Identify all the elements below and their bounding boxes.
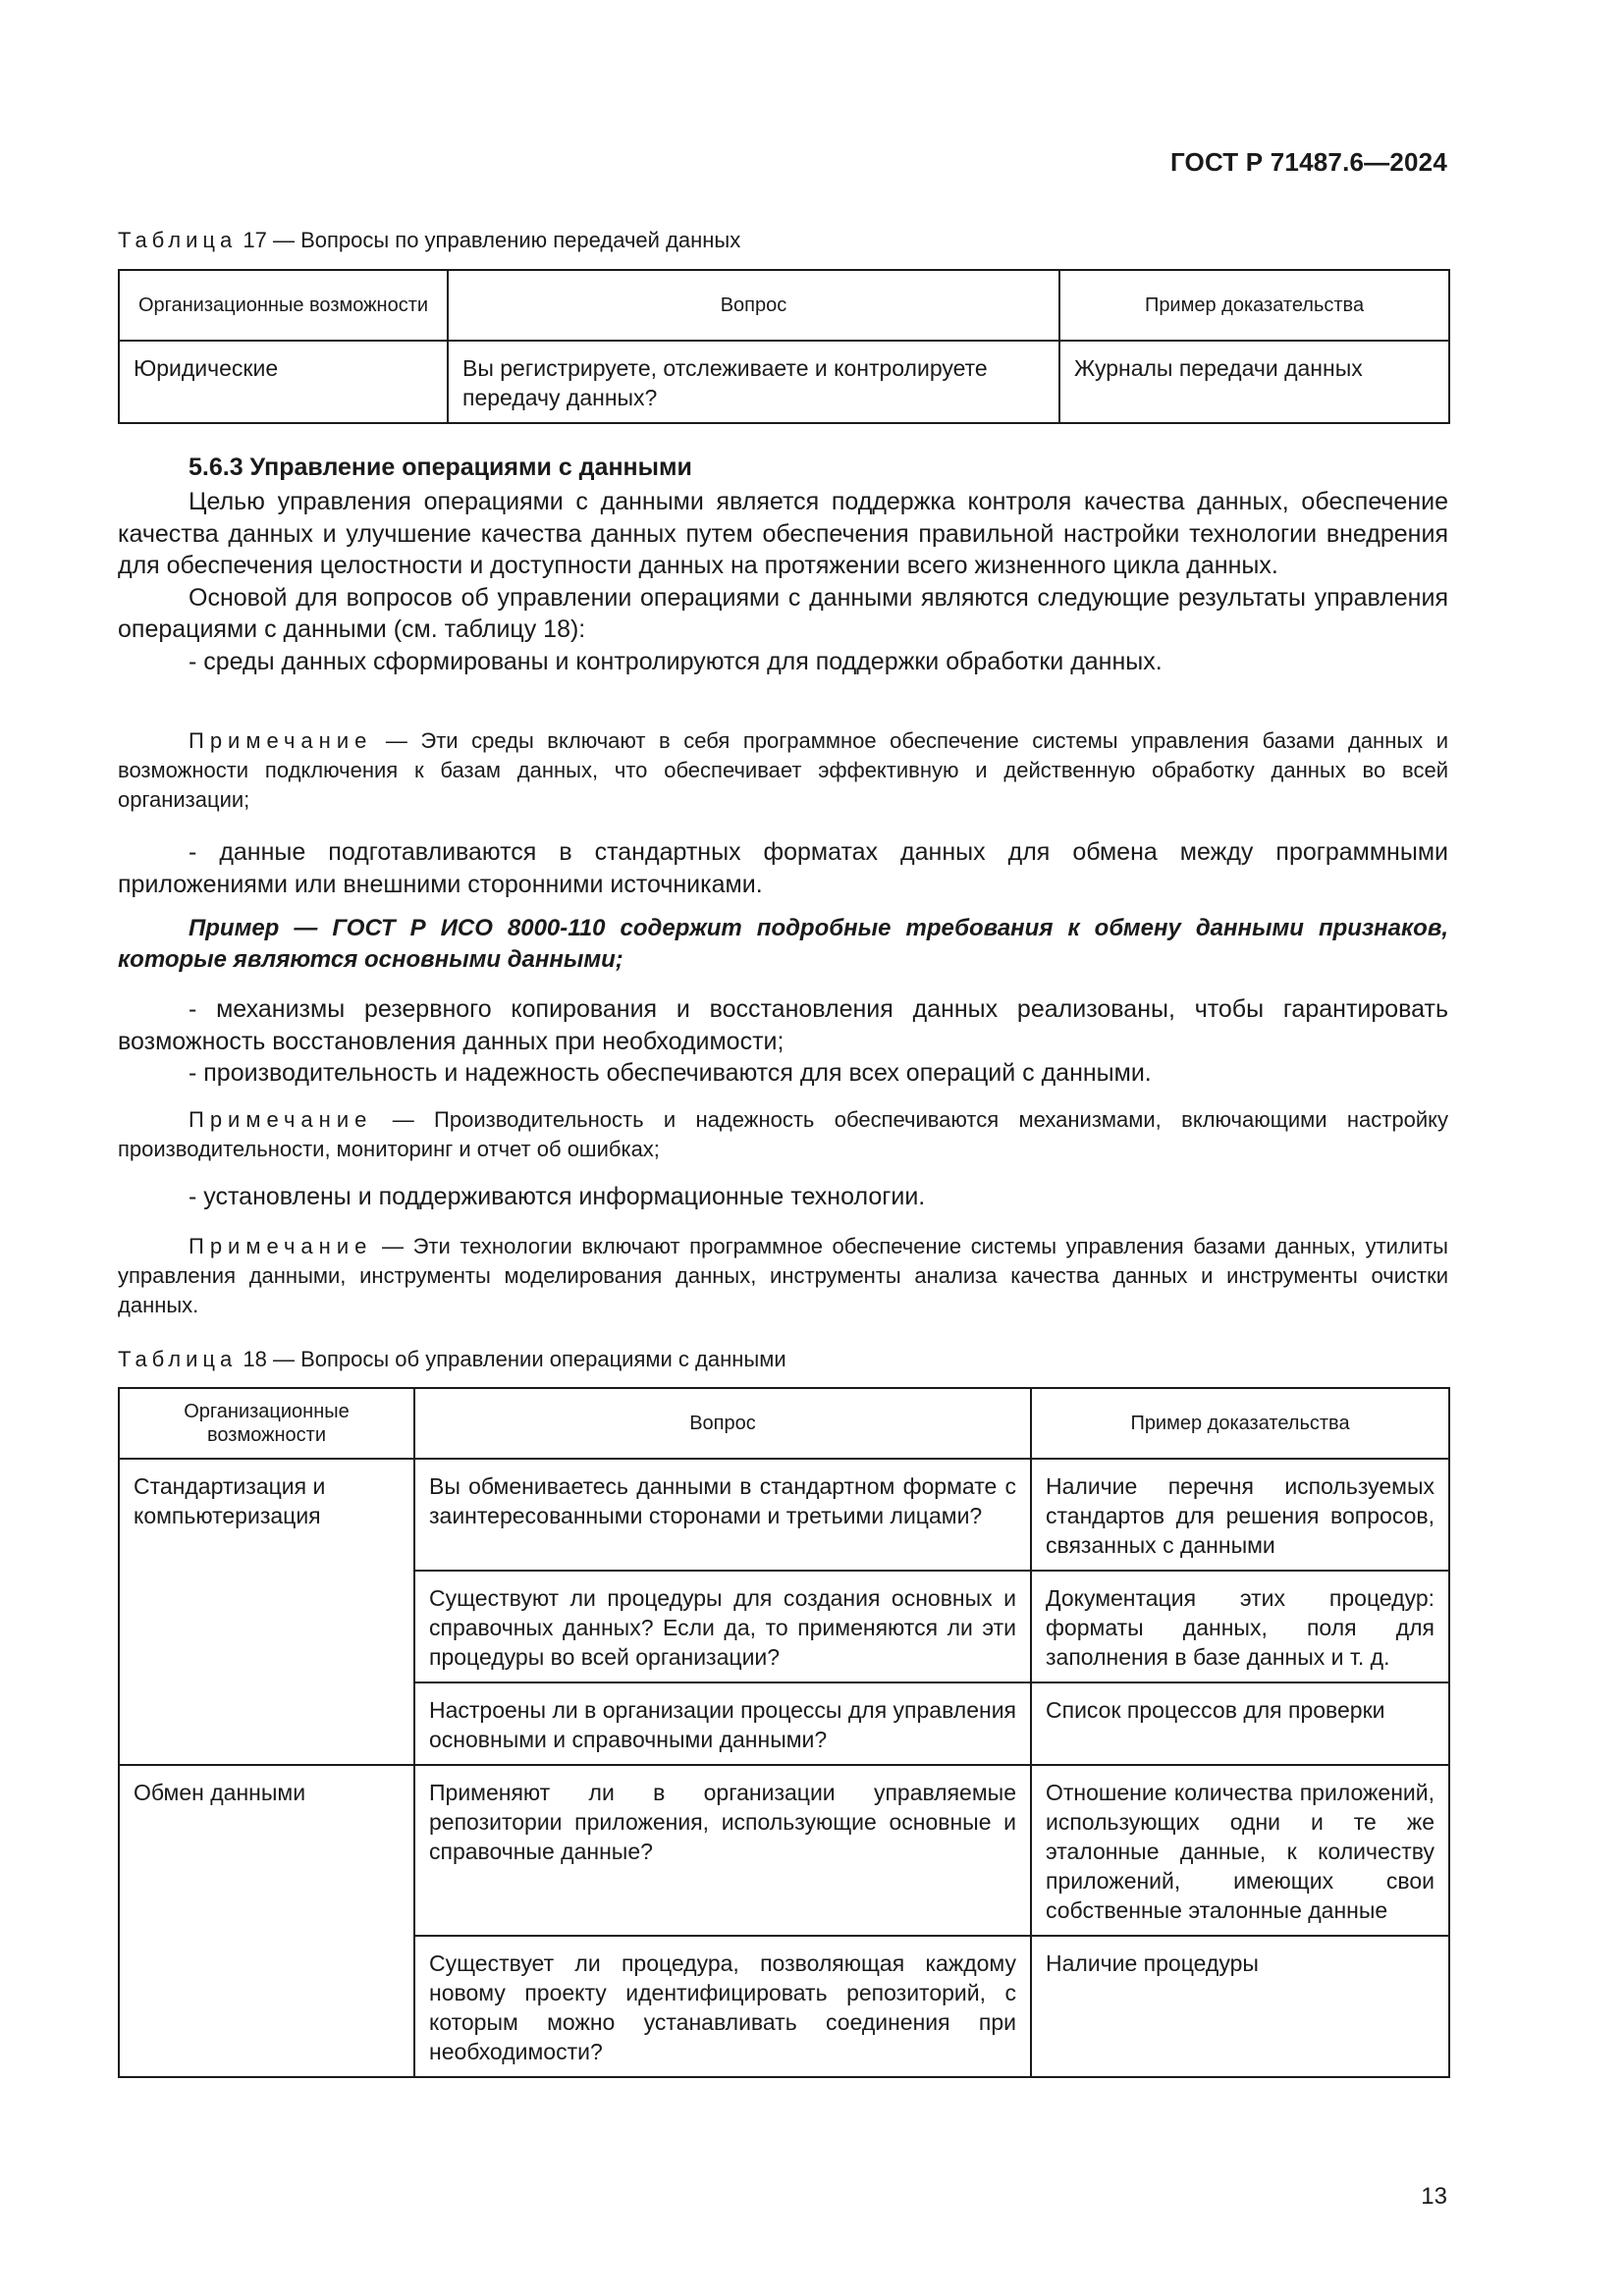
table-cell-evidence: Список процессов для проверки (1031, 1682, 1449, 1765)
table-row (119, 1765, 1449, 1936)
table-17-header-row (119, 270, 1449, 341)
table-cell-evidence: Наличие процедуры (1031, 1936, 1449, 2077)
table-cell-capability: Юридические (119, 341, 448, 423)
note-2 (118, 1105, 1448, 1164)
note-label: Примечание (189, 1107, 373, 1132)
document-code: ГОСТ Р 71487.6—2024 (1169, 147, 1447, 177)
section-title: 5.6.3 Управление операциями с данными (189, 454, 692, 481)
table-cell-evidence: Отношение количества приложений, использующих одни и те же эталонные данные, к количеству приложений, имеющих свои собственные эталонные данные (1031, 1765, 1449, 1936)
note-label: Примечание (189, 728, 373, 753)
list-item: - данные подготавливаются в стандартных форматах данных для обмена между программными приложениями или внешними сторонними источниками. (118, 838, 1448, 898)
note-3 (118, 1232, 1448, 1320)
table-18 (118, 1387, 1450, 2078)
list-item: - механизмы резервного копирования и восстановления данных реализованы, чтобы гарантировать возможность восстановления данных при необходимости; (118, 995, 1448, 1055)
page-number: 13 (1421, 2183, 1447, 2210)
example-block (118, 913, 1448, 976)
section-body (118, 486, 1448, 677)
table-cell-question: Существуют ли процедуры для создания основных и справочных данных? Если да, то применяются ли эти процедуры во всей организации? (414, 1571, 1031, 1682)
list-item: - среды данных сформированы и контролируются для поддержки обработки данных. (189, 647, 1163, 675)
table-cell-evidence: Документация этих процедур: форматы данных, поля для заполнения в базе данных и т. д. (1031, 1571, 1449, 1682)
list-item: - установлены и поддерживаются информационные технологии. (189, 1183, 926, 1210)
note-1 (118, 726, 1448, 815)
table-17-header-evidence: Пример доказательства (1059, 270, 1449, 341)
section-body-4 (118, 1181, 1448, 1213)
table-17-caption-label: Таблица (118, 228, 238, 252)
table-18-header-row (119, 1388, 1449, 1459)
table-18-header-question: Вопрос (414, 1388, 1031, 1459)
table-17-caption (118, 228, 740, 253)
table-17-header-question: Вопрос (448, 270, 1059, 341)
table-17 (118, 269, 1450, 424)
table-row (119, 341, 1449, 423)
table-18-header-evidence: Пример доказательства (1031, 1388, 1449, 1459)
note-text: — Производительность и надежность обеспечиваются механизмами, включающими настройку производительности, мониторинг и отчет об ошибках; (118, 1107, 1448, 1161)
table-row (119, 1459, 1449, 1571)
table-cell-evidence: Журналы передачи данных (1059, 341, 1449, 423)
note-text: — Эти технологии включают программное обеспечение системы управления базами данных, утилиты управления данными, инструменты моделирования данных, инструменты анализа качества данных и инструменты очистки данных. (118, 1234, 1448, 1317)
paragraph: Основой для вопросов об управлении операциями с данными являются следующие результаты управления операциями с данными (см. таблицу 18): (118, 583, 1448, 643)
list-item: - производительность и надежность обеспечиваются для всех операций с данными. (189, 1059, 1152, 1087)
table-18-caption (118, 1347, 786, 1372)
table-cell-question: Вы регистрируете, отслеживаете и контролируете передачу данных? (448, 341, 1059, 423)
table-cell-question: Применяют ли в организации управляемые репозитории приложения, использующие основные и справочные данные? (414, 1765, 1031, 1936)
example-text: Пример — ГОСТ Р ИСО 8000-110 содержит подробные требования к обмену данными признаков, которые являются основными данными; (118, 915, 1448, 973)
paragraph: Целью управления операциями с данными является поддержка контроля качества данных, обеспечение качества данных и улучшение качества данных путем обеспечения правильной настройки технологии внедрения для обеспечения целостности и доступности данных на протяжении всего жизненного цикла данных. (118, 488, 1448, 579)
section-body-3 (118, 993, 1448, 1090)
table-18-header-capability: Организационные возможности (119, 1388, 414, 1459)
section-body-2 (118, 836, 1448, 900)
table-cell-evidence: Наличие перечня используемых стандартов для решения вопросов, связанных с данными (1031, 1459, 1449, 1571)
table-18-caption-text: 18 — Вопросы об управлении операциями с данными (237, 1347, 786, 1371)
table-cell-capability: Обмен данными (119, 1765, 414, 2077)
table-cell-capability: Стандартизация и компьютеризация (119, 1459, 414, 1765)
note-text: — Эти среды включают в себя программное обеспечение системы управления базами данных и возможности подключения к базам данных, что обеспечивает эффективную и действенную обработку данных во всей организации; (118, 728, 1448, 812)
note-label: Примечание (189, 1234, 373, 1258)
table-18-caption-label: Таблица (118, 1347, 238, 1371)
table-17-caption-text: 17 — Вопросы по управлению передачей данных (237, 228, 741, 252)
table-cell-question: Существует ли процедура, позволяющая каждому новому проекту идентифицировать репозиторий, с которым можно устанавливать соединения при необходимости? (414, 1936, 1031, 2077)
table-cell-question: Вы обмениваетесь данными в стандартном формате с заинтересованными сторонами и третьими лицами? (414, 1459, 1031, 1571)
table-17-header-capability: Организационные возможности (119, 270, 448, 341)
table-cell-question: Настроены ли в организации процессы для управления основными и справочными данными? (414, 1682, 1031, 1765)
